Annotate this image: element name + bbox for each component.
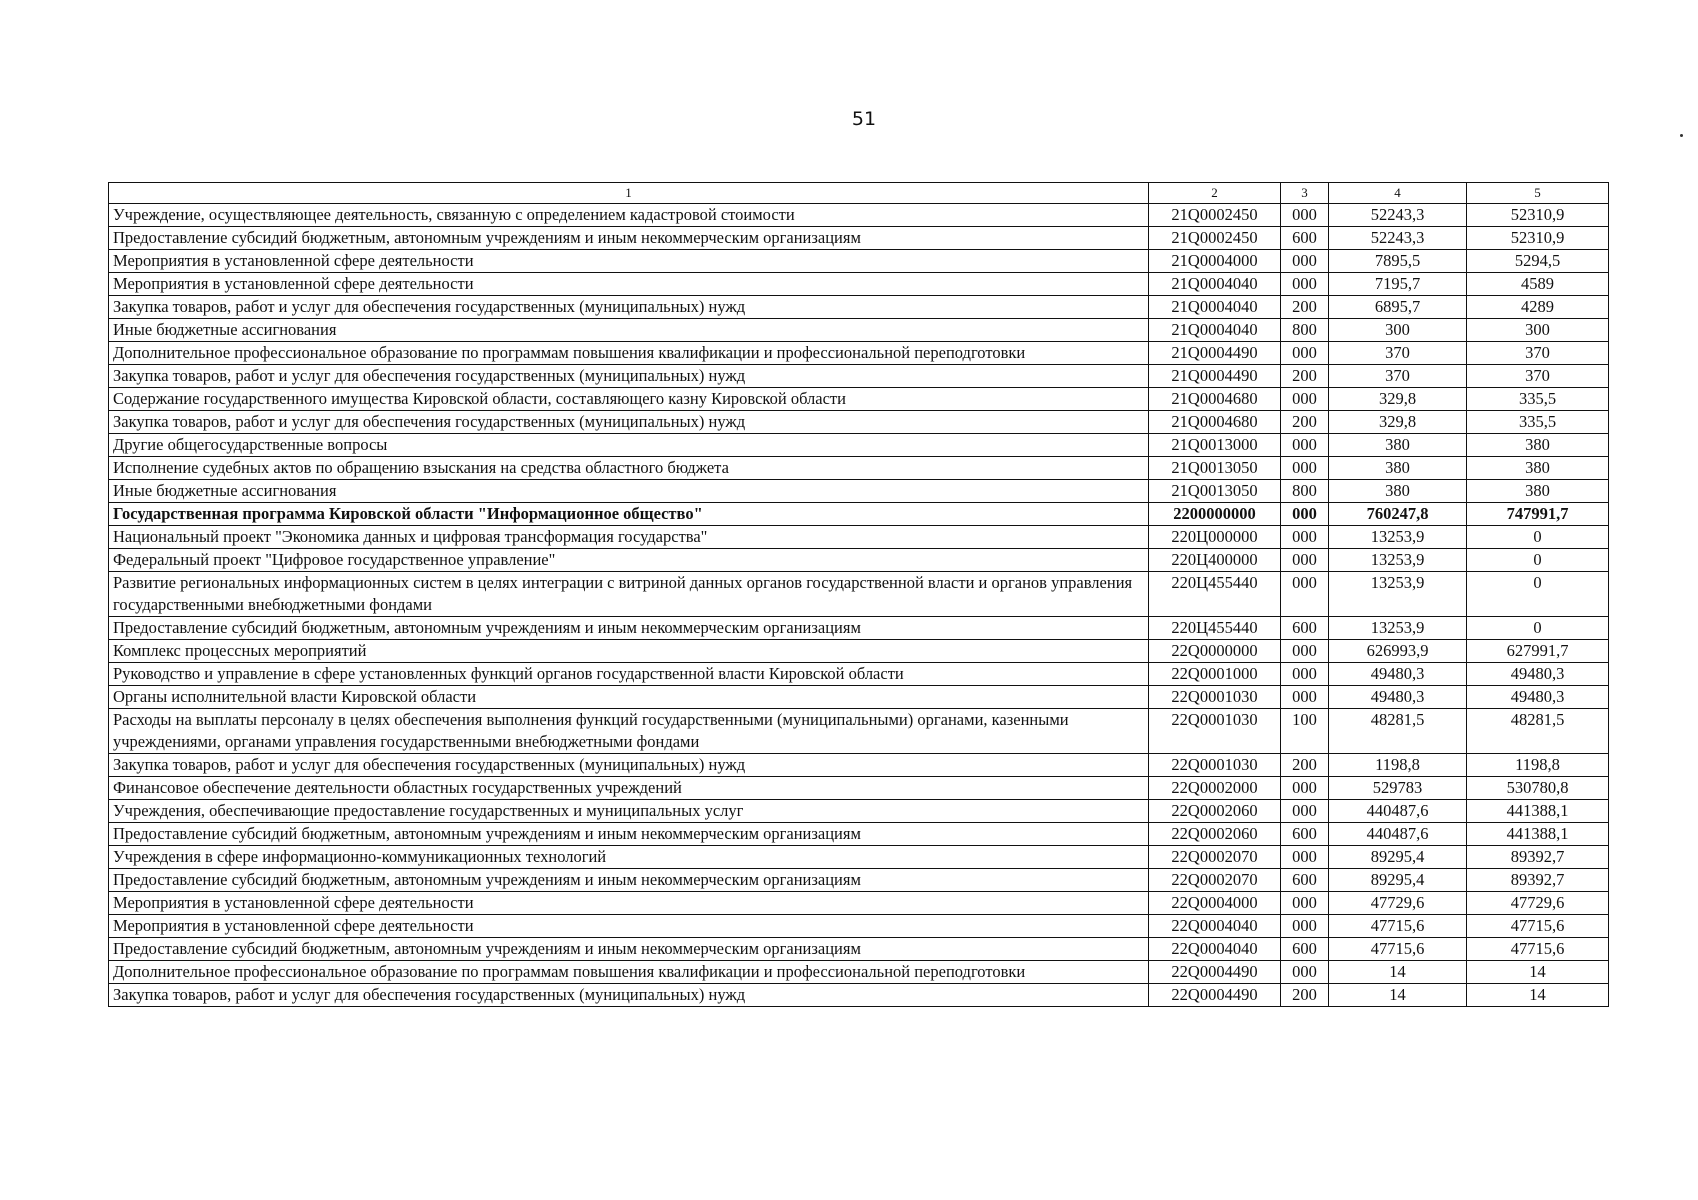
table-row [109, 572, 1609, 617]
row-value-col4-cell: 49480,3 [1329, 686, 1467, 709]
table-row [109, 411, 1609, 434]
row-value-col5-cell: 530780,8 [1467, 777, 1609, 800]
row-value-col4-cell: 7895,5 [1329, 250, 1467, 273]
table-row [109, 388, 1609, 411]
row-value-col5-cell: 14 [1467, 961, 1609, 984]
row-kind-cell: 000 [1281, 342, 1329, 365]
row-name-cell: Предоставление субсидий бюджетным, автономным учреждениям и иным некоммерческим организациям [109, 617, 1149, 640]
row-code-cell: 22Q0002060 [1149, 823, 1281, 846]
row-name-cell: Предоставление субсидий бюджетным, автономным учреждениям и иным некоммерческим организациям [109, 823, 1149, 846]
row-name-cell: Дополнительное профессиональное образование по программам повышения квалификации и профессиональной переподготовки [109, 961, 1149, 984]
row-value-col5-cell: 335,5 [1467, 388, 1609, 411]
row-value-col4-cell: 47729,6 [1329, 892, 1467, 915]
row-kind-cell: 000 [1281, 640, 1329, 663]
table-row [109, 365, 1609, 388]
row-value-col5-cell: 89392,7 [1467, 846, 1609, 869]
row-name-cell: Мероприятия в установленной сфере деятельности [109, 892, 1149, 915]
row-code-cell: 21Q0002450 [1149, 204, 1281, 227]
row-code-cell: 220Ц455440 [1149, 572, 1281, 617]
table-row [109, 204, 1609, 227]
row-kind-cell: 000 [1281, 526, 1329, 549]
row-kind-cell: 200 [1281, 411, 1329, 434]
row-name-cell: Закупка товаров, работ и услуг для обеспечения государственных (муниципальных) нужд [109, 365, 1149, 388]
row-name-cell: Предоставление субсидий бюджетным, автономным учреждениям и иным некоммерческим организациям [109, 227, 1149, 250]
row-name-cell: Дополнительное профессиональное образование по программам повышения квалификации и профессиональной переподготовки [109, 342, 1149, 365]
row-code-cell: 22Q0001030 [1149, 709, 1281, 754]
row-name-cell: Федеральный проект "Цифровое государственное управление" [109, 549, 1149, 572]
row-kind-cell: 800 [1281, 319, 1329, 342]
row-code-cell: 22Q0001030 [1149, 754, 1281, 777]
row-kind-cell: 000 [1281, 503, 1329, 526]
table-row [109, 961, 1609, 984]
table-row [109, 892, 1609, 915]
row-name-cell: Закупка товаров, работ и услуг для обеспечения государственных (муниципальных) нужд [109, 754, 1149, 777]
row-value-col5-cell: 47715,6 [1467, 938, 1609, 961]
row-value-col5-cell: 441388,1 [1467, 823, 1609, 846]
row-kind-cell: 100 [1281, 709, 1329, 754]
table-row [109, 250, 1609, 273]
row-value-col4-cell: 370 [1329, 342, 1467, 365]
column-header-3: 3 [1281, 183, 1329, 204]
row-code-cell: 21Q0004000 [1149, 250, 1281, 273]
row-name-cell: Расходы на выплаты персоналу в целях обеспечения выполнения функций государственными (муниципальными) органами, казенными учреждениями, органами управления государственными внебюджетными фондами [109, 709, 1149, 754]
row-kind-cell: 200 [1281, 296, 1329, 319]
row-value-col4-cell: 52243,3 [1329, 227, 1467, 250]
row-value-col5-cell: 0 [1467, 572, 1609, 617]
table-row [109, 823, 1609, 846]
row-name-cell: Исполнение судебных актов по обращению взыскания на средства областного бюджета [109, 457, 1149, 480]
row-value-col4-cell: 13253,9 [1329, 549, 1467, 572]
row-value-col5-cell: 47729,6 [1467, 892, 1609, 915]
row-name-cell: Предоставление субсидий бюджетным, автономным учреждениям и иным некоммерческим организациям [109, 938, 1149, 961]
row-code-cell: 220Ц000000 [1149, 526, 1281, 549]
row-kind-cell: 000 [1281, 273, 1329, 296]
row-code-cell: 21Q0013000 [1149, 434, 1281, 457]
row-value-col5-cell: 5294,5 [1467, 250, 1609, 273]
row-value-col4-cell: 626993,9 [1329, 640, 1467, 663]
row-kind-cell: 000 [1281, 549, 1329, 572]
row-value-col4-cell: 52243,3 [1329, 204, 1467, 227]
row-code-cell: 21Q0004490 [1149, 342, 1281, 365]
row-kind-cell: 000 [1281, 388, 1329, 411]
row-name-cell: Закупка товаров, работ и услуг для обеспечения государственных (муниципальных) нужд [109, 984, 1149, 1007]
row-kind-cell: 200 [1281, 754, 1329, 777]
row-value-col4-cell: 1198,8 [1329, 754, 1467, 777]
table-row [109, 663, 1609, 686]
row-kind-cell: 000 [1281, 457, 1329, 480]
row-name-cell: Органы исполнительной власти Кировской области [109, 686, 1149, 709]
table-row [109, 457, 1609, 480]
row-kind-cell: 600 [1281, 938, 1329, 961]
row-name-cell: Закупка товаров, работ и услуг для обеспечения государственных (муниципальных) нужд [109, 296, 1149, 319]
row-value-col4-cell: 329,8 [1329, 388, 1467, 411]
column-header-2: 2 [1149, 183, 1281, 204]
row-code-cell: 22Q0002070 [1149, 869, 1281, 892]
row-kind-cell: 000 [1281, 892, 1329, 915]
row-kind-cell: 000 [1281, 777, 1329, 800]
row-code-cell: 21Q0004490 [1149, 365, 1281, 388]
row-code-cell: 22Q0002000 [1149, 777, 1281, 800]
row-value-col4-cell: 14 [1329, 961, 1467, 984]
row-code-cell: 22Q0002060 [1149, 800, 1281, 823]
table-row [109, 549, 1609, 572]
row-code-cell: 21Q0002450 [1149, 227, 1281, 250]
row-value-col5-cell: 300 [1467, 319, 1609, 342]
table-row [109, 296, 1609, 319]
row-code-cell: 21Q0004040 [1149, 319, 1281, 342]
row-name-cell: Государственная программа Кировской области "Информационное общество" [109, 503, 1149, 526]
row-name-cell: Учреждения, обеспечивающие предоставление государственных и муниципальных услуг [109, 800, 1149, 823]
row-value-col5-cell: 4589 [1467, 273, 1609, 296]
row-value-col4-cell: 89295,4 [1329, 869, 1467, 892]
row-kind-cell: 600 [1281, 617, 1329, 640]
row-value-col4-cell: 13253,9 [1329, 572, 1467, 617]
table-row [109, 319, 1609, 342]
table-row [109, 480, 1609, 503]
row-value-col4-cell: 49480,3 [1329, 663, 1467, 686]
table-row [109, 526, 1609, 549]
row-code-cell: 22Q0001000 [1149, 663, 1281, 686]
row-value-col5-cell: 380 [1467, 480, 1609, 503]
row-code-cell: 22Q0002070 [1149, 846, 1281, 869]
row-value-col5-cell: 49480,3 [1467, 686, 1609, 709]
row-name-cell: Содержание государственного имущества Кировской области, составляющего казну Кировской области [109, 388, 1149, 411]
row-code-cell: 2200000000 [1149, 503, 1281, 526]
row-value-col5-cell: 0 [1467, 617, 1609, 640]
row-value-col4-cell: 300 [1329, 319, 1467, 342]
row-code-cell: 21Q0004680 [1149, 411, 1281, 434]
header-row [109, 183, 1609, 204]
budget-table [108, 182, 1609, 1007]
row-name-cell: Национальный проект "Экономика данных и цифровая трансформация государства" [109, 526, 1149, 549]
row-value-col4-cell: 47715,6 [1329, 938, 1467, 961]
row-value-col5-cell: 4289 [1467, 296, 1609, 319]
row-code-cell: 22Q0001030 [1149, 686, 1281, 709]
row-kind-cell: 800 [1281, 480, 1329, 503]
column-header-5: 5 [1467, 183, 1609, 204]
row-code-cell: 22Q0004040 [1149, 915, 1281, 938]
row-kind-cell: 000 [1281, 961, 1329, 984]
row-value-col5-cell: 370 [1467, 365, 1609, 388]
row-value-col5-cell: 335,5 [1467, 411, 1609, 434]
row-value-col4-cell: 48281,5 [1329, 709, 1467, 754]
row-value-col5-cell: 0 [1467, 526, 1609, 549]
row-kind-cell: 200 [1281, 365, 1329, 388]
table-row [109, 938, 1609, 961]
row-kind-cell: 000 [1281, 846, 1329, 869]
row-code-cell: 22Q0004490 [1149, 984, 1281, 1007]
table-row [109, 800, 1609, 823]
page-number: 51 [851, 108, 877, 130]
row-code-cell: 220Ц455440 [1149, 617, 1281, 640]
row-kind-cell: 600 [1281, 227, 1329, 250]
row-code-cell: 22Q0004000 [1149, 892, 1281, 915]
row-value-col5-cell: 370 [1467, 342, 1609, 365]
row-value-col5-cell: 380 [1467, 457, 1609, 480]
row-value-col4-cell: 6895,7 [1329, 296, 1467, 319]
column-header-4: 4 [1329, 183, 1467, 204]
row-value-col4-cell: 14 [1329, 984, 1467, 1007]
table-row [109, 984, 1609, 1007]
row-value-col4-cell: 760247,8 [1329, 503, 1467, 526]
row-code-cell: 21Q0013050 [1149, 457, 1281, 480]
row-value-col5-cell: 52310,9 [1467, 227, 1609, 250]
row-value-col4-cell: 7195,7 [1329, 273, 1467, 296]
row-value-col5-cell: 1198,8 [1467, 754, 1609, 777]
row-kind-cell: 000 [1281, 663, 1329, 686]
table-row [109, 503, 1609, 526]
row-value-col4-cell: 440487,6 [1329, 823, 1467, 846]
row-code-cell: 21Q0004040 [1149, 296, 1281, 319]
row-value-col4-cell: 440487,6 [1329, 800, 1467, 823]
row-value-col4-cell: 13253,9 [1329, 526, 1467, 549]
row-kind-cell: 000 [1281, 434, 1329, 457]
row-value-col5-cell: 627991,7 [1467, 640, 1609, 663]
row-value-col4-cell: 89295,4 [1329, 846, 1467, 869]
row-name-cell: Иные бюджетные ассигнования [109, 319, 1149, 342]
table-row [109, 754, 1609, 777]
row-value-col5-cell: 47715,6 [1467, 915, 1609, 938]
table-row [109, 686, 1609, 709]
row-code-cell: 22Q0004040 [1149, 938, 1281, 961]
row-name-cell: Учреждения в сфере информационно-коммуникационных технологий [109, 846, 1149, 869]
table-row [109, 434, 1609, 457]
row-value-col4-cell: 13253,9 [1329, 617, 1467, 640]
row-name-cell: Финансовое обеспечение деятельности областных государственных учреждений [109, 777, 1149, 800]
table-body [109, 204, 1609, 1007]
table-row [109, 273, 1609, 296]
row-kind-cell: 200 [1281, 984, 1329, 1007]
row-value-col4-cell: 47715,6 [1329, 915, 1467, 938]
row-code-cell: 21Q0004040 [1149, 273, 1281, 296]
row-value-col5-cell: 89392,7 [1467, 869, 1609, 892]
table-row [109, 915, 1609, 938]
table-row [109, 617, 1609, 640]
row-name-cell: Учреждение, осуществляющее деятельность, связанную с определением кадастровой стоимости [109, 204, 1149, 227]
row-kind-cell: 600 [1281, 869, 1329, 892]
row-code-cell: 22Q0000000 [1149, 640, 1281, 663]
row-value-col4-cell: 380 [1329, 480, 1467, 503]
row-name-cell: Развитие региональных информационных систем в целях интеграции с витриной данных органов государственной власти и органов управления государственными внебюджетными фондами [109, 572, 1149, 617]
row-value-col5-cell: 14 [1467, 984, 1609, 1007]
row-value-col4-cell: 380 [1329, 434, 1467, 457]
row-code-cell: 220Ц400000 [1149, 549, 1281, 572]
table-row [109, 846, 1609, 869]
column-header-1: 1 [109, 183, 1149, 204]
row-kind-cell: 000 [1281, 800, 1329, 823]
table-row [109, 227, 1609, 250]
row-kind-cell: 000 [1281, 204, 1329, 227]
table-row [109, 342, 1609, 365]
scan-speck [1680, 134, 1683, 137]
row-name-cell: Мероприятия в установленной сфере деятельности [109, 250, 1149, 273]
row-name-cell: Иные бюджетные ассигнования [109, 480, 1149, 503]
row-value-col4-cell: 380 [1329, 457, 1467, 480]
row-value-col4-cell: 329,8 [1329, 411, 1467, 434]
table-row [109, 777, 1609, 800]
row-name-cell: Другие общегосударственные вопросы [109, 434, 1149, 457]
row-name-cell: Предоставление субсидий бюджетным, автономным учреждениям и иным некоммерческим организациям [109, 869, 1149, 892]
row-code-cell: 22Q0004490 [1149, 961, 1281, 984]
row-kind-cell: 000 [1281, 572, 1329, 617]
row-code-cell: 21Q0013050 [1149, 480, 1281, 503]
row-name-cell: Мероприятия в установленной сфере деятельности [109, 273, 1149, 296]
row-value-col5-cell: 52310,9 [1467, 204, 1609, 227]
table-row [109, 869, 1609, 892]
row-value-col5-cell: 49480,3 [1467, 663, 1609, 686]
row-value-col5-cell: 441388,1 [1467, 800, 1609, 823]
row-name-cell: Мероприятия в установленной сфере деятельности [109, 915, 1149, 938]
row-value-col5-cell: 380 [1467, 434, 1609, 457]
table-row [109, 640, 1609, 663]
row-name-cell: Руководство и управление в сфере установленных функций органов государственной власти Кировской области [109, 663, 1149, 686]
row-name-cell: Закупка товаров, работ и услуг для обеспечения государственных (муниципальных) нужд [109, 411, 1149, 434]
row-kind-cell: 000 [1281, 915, 1329, 938]
row-kind-cell: 000 [1281, 686, 1329, 709]
row-value-col4-cell: 370 [1329, 365, 1467, 388]
row-value-col5-cell: 747991,7 [1467, 503, 1609, 526]
row-value-col5-cell: 0 [1467, 549, 1609, 572]
row-kind-cell: 000 [1281, 250, 1329, 273]
row-value-col5-cell: 48281,5 [1467, 709, 1609, 754]
row-kind-cell: 600 [1281, 823, 1329, 846]
row-name-cell: Комплекс процессных мероприятий [109, 640, 1149, 663]
row-value-col4-cell: 529783 [1329, 777, 1467, 800]
row-code-cell: 21Q0004680 [1149, 388, 1281, 411]
table-row [109, 709, 1609, 754]
